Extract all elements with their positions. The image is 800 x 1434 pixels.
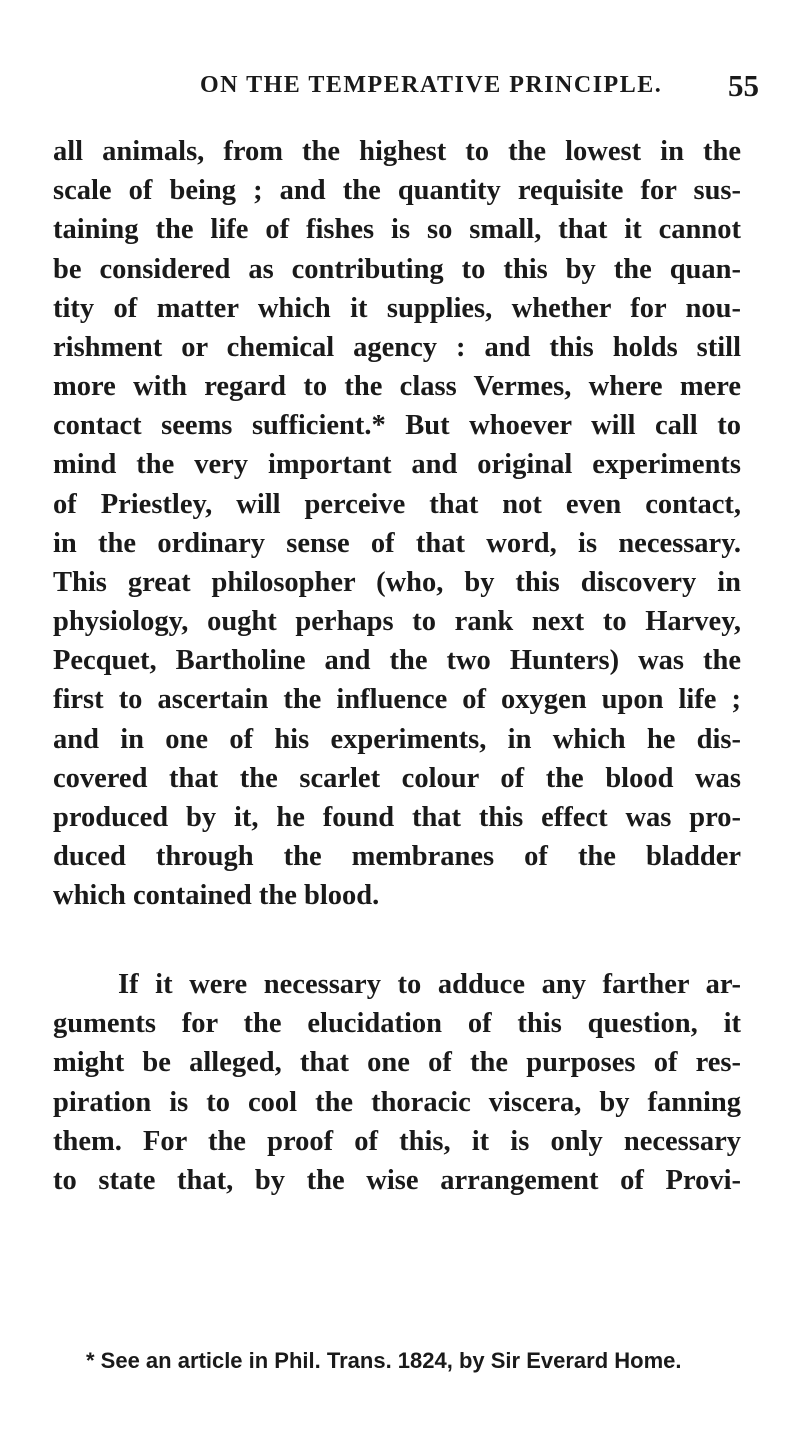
page-number: 55 [728,68,759,103]
text-line: contact seems sufficient.* But whoever will call to [53,410,741,441]
text-line: of Priestley, will perceive that not even contact, [53,489,741,520]
text-line: duced through the membranes of the bladder [53,841,741,872]
text-line: mind the very important and original experiments [53,449,741,480]
text-line: rishment or chemical agency : and this holds still [53,332,741,363]
text-line: more with regard to the class Vermes, where mere [53,371,741,402]
page-header [0,68,800,112]
text-line: all animals, from the highest to the lowest in the [53,136,741,167]
text-line: might be alleged, that one of the purposes of res- [53,1047,741,1078]
text-line: taining the life of fishes is so small, that it cannot [53,214,741,245]
text-line: produced by it, he found that this effect was pro- [53,802,741,833]
footnote: * See an article in Phil. Trans. 1824, by Sir Everard Home. [86,1348,682,1373]
text-line: which contained the blood. [53,880,380,911]
text-line: in the ordinary sense of that word, is necessary. [53,528,741,559]
text-line: This great philosopher (who, by this discovery in [53,567,741,598]
text-line: first to ascertain the influence of oxygen upon life ; [53,684,741,715]
text-line: If it were necessary to adduce any farther ar- [118,969,741,1000]
text-line: tity of matter which it supplies, whether for nou- [53,293,741,324]
text-line: guments for the elucidation of this question, it [53,1008,741,1039]
text-line: them. For the proof of this, it is only necessary [53,1126,741,1157]
text-line: to state that, by the wise arrangement of Provi- [53,1165,741,1196]
text-line: covered that the scarlet colour of the blood was [53,763,741,794]
text-line: scale of being ; and the quantity requisite for sus- [53,175,741,206]
text-line: be considered as contributing to this by the quan- [53,254,741,285]
text-line: and in one of his experiments, in which he dis- [53,724,741,755]
running-head: ON THE TEMPERATIVE PRINCIPLE. [200,72,663,98]
text-line: physiology, ought perhaps to rank next to Harvey, [53,606,741,637]
text-line: Pecquet, Bartholine and the two Hunters) was the [53,645,741,676]
text-line: piration is to cool the thoracic viscera, by fanning [53,1087,741,1118]
